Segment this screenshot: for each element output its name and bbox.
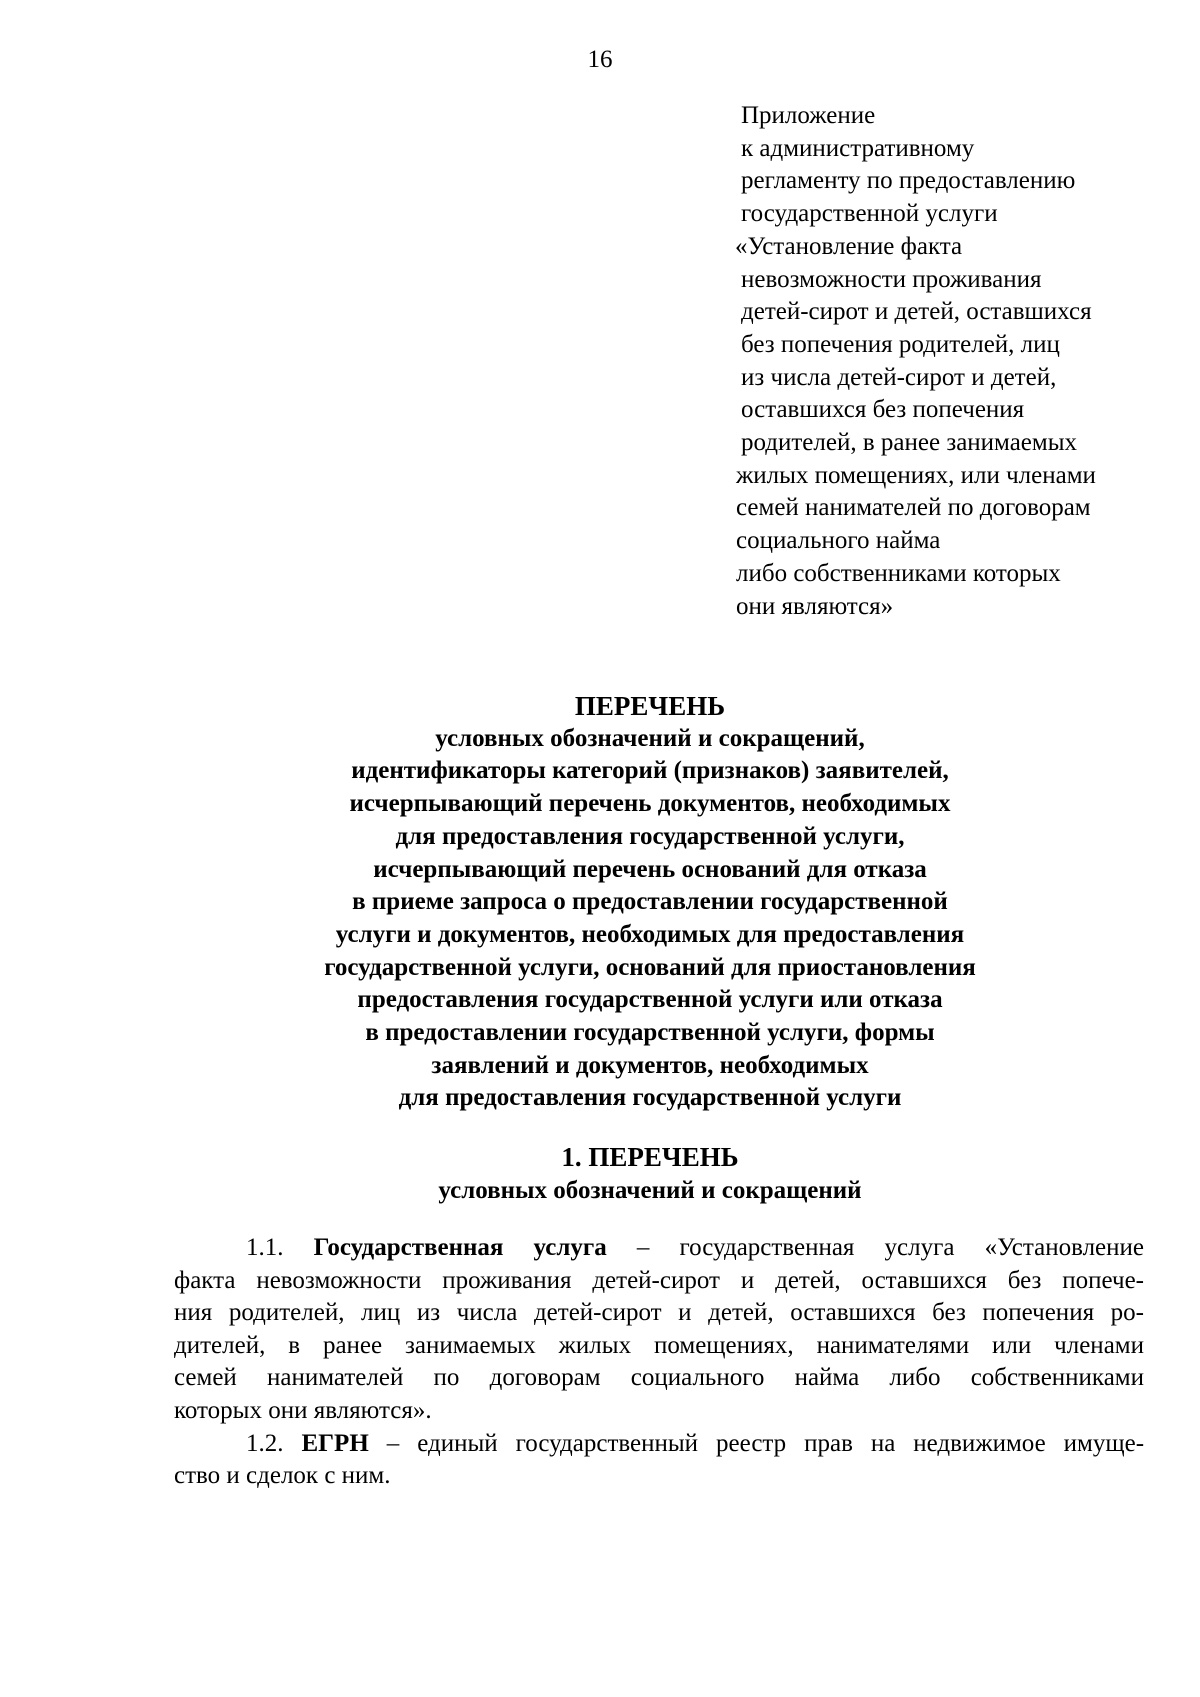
paragraph-line: семей нанимателей по договорам социального найма либо собственниками — [174, 1364, 1144, 1392]
definition-item — [174, 1428, 1144, 1493]
definitions-body — [174, 1232, 1144, 1493]
paragraph-line: которых они являются». — [174, 1396, 432, 1424]
title-line: в предоставлении государственной услуги, формы — [365, 1019, 935, 1047]
item-text: – государственная услуга «Установление — [636, 1234, 1145, 1261]
title-line: в приеме запроса о предоставлении государственной — [352, 888, 948, 916]
title-line: исчерпывающий перечень документов, необходимых — [349, 790, 951, 818]
title-heading: ПЕРЕЧЕНЬ — [574, 691, 726, 721]
item-number: 1.2. — [246, 1429, 284, 1457]
appendix-line: либо собственниками которых — [736, 559, 1061, 587]
document-title — [150, 690, 1150, 1115]
item-number: 1.1. — [246, 1234, 284, 1261]
appendix-line: государственной услуги — [741, 200, 998, 228]
appendix-line: оставшихся без попечения — [741, 396, 1025, 424]
section-title: 1. ПЕРЕЧЕНЬ — [561, 1142, 739, 1172]
title-line: услуги и документов, необходимых для предоставления — [335, 920, 965, 948]
paragraph-line — [174, 1232, 1144, 1265]
appendix-line: «Установление факта — [735, 232, 963, 260]
appendix-line: невозможности проживания — [741, 265, 1042, 293]
appendix-line: детей-сирот и детей, оставшихся — [741, 298, 1092, 326]
appendix-line: регламенту по предоставлению — [741, 167, 1076, 195]
appendix-line: родителей, в ранее занимаемых — [741, 429, 1078, 457]
title-line: государственной услуги, оснований для приостановления — [324, 953, 976, 981]
paragraph-line: дителей, в ранее занимаемых жилых помещениях, нанимателями или членами — [174, 1331, 1144, 1359]
appendix-line: они являются» — [736, 592, 894, 620]
title-line: заявлений и документов, необходимых — [431, 1051, 869, 1079]
paragraph-line: ство и сделок с ним. — [174, 1462, 391, 1490]
title-line: условных обозначений и сокращений, — [435, 724, 865, 752]
item-term: ЕГРН — [301, 1429, 369, 1457]
appendix-line: Приложение — [741, 102, 876, 129]
paragraph-line — [174, 1428, 1144, 1461]
appendix-header — [735, 100, 1171, 623]
appendix-line: из числа детей-сирот и детей, — [741, 363, 1057, 391]
item-text: – единый государственный реестр прав на недвижимое имуще- — [386, 1429, 1145, 1457]
page-number: 16 — [587, 46, 613, 73]
paragraph-line: ния родителей, лиц из числа детей-сирот и детей, оставшихся без попечения ро- — [174, 1299, 1144, 1327]
item-term: Государственная услуга — [313, 1234, 607, 1261]
appendix-line: семей нанимателей по договорам — [736, 494, 1091, 522]
paragraph-line: факта невозможности проживания детей-сирот и детей, оставшихся без попече- — [174, 1266, 1144, 1294]
definition-item — [174, 1232, 1144, 1428]
section-subtitle: условных обозначений и сокращений — [438, 1177, 862, 1204]
title-line: предоставления государственной услуги или отказа — [357, 986, 943, 1014]
appendix-line: социального найма — [736, 527, 941, 555]
title-line: исчерпывающий перечень оснований для отказа — [373, 855, 927, 883]
appendix-line: к административному — [741, 134, 975, 162]
section-heading — [150, 1140, 1150, 1208]
appendix-line: без попечения родителей, лиц — [741, 330, 1060, 358]
appendix-line: жилых помещениях, или членами — [736, 461, 1096, 489]
title-line: для предоставления государственной услуги — [398, 1084, 902, 1112]
title-line: для предоставления государственной услуги, — [395, 822, 905, 850]
title-line: идентификаторы категорий (признаков) заявителей, — [351, 757, 949, 785]
